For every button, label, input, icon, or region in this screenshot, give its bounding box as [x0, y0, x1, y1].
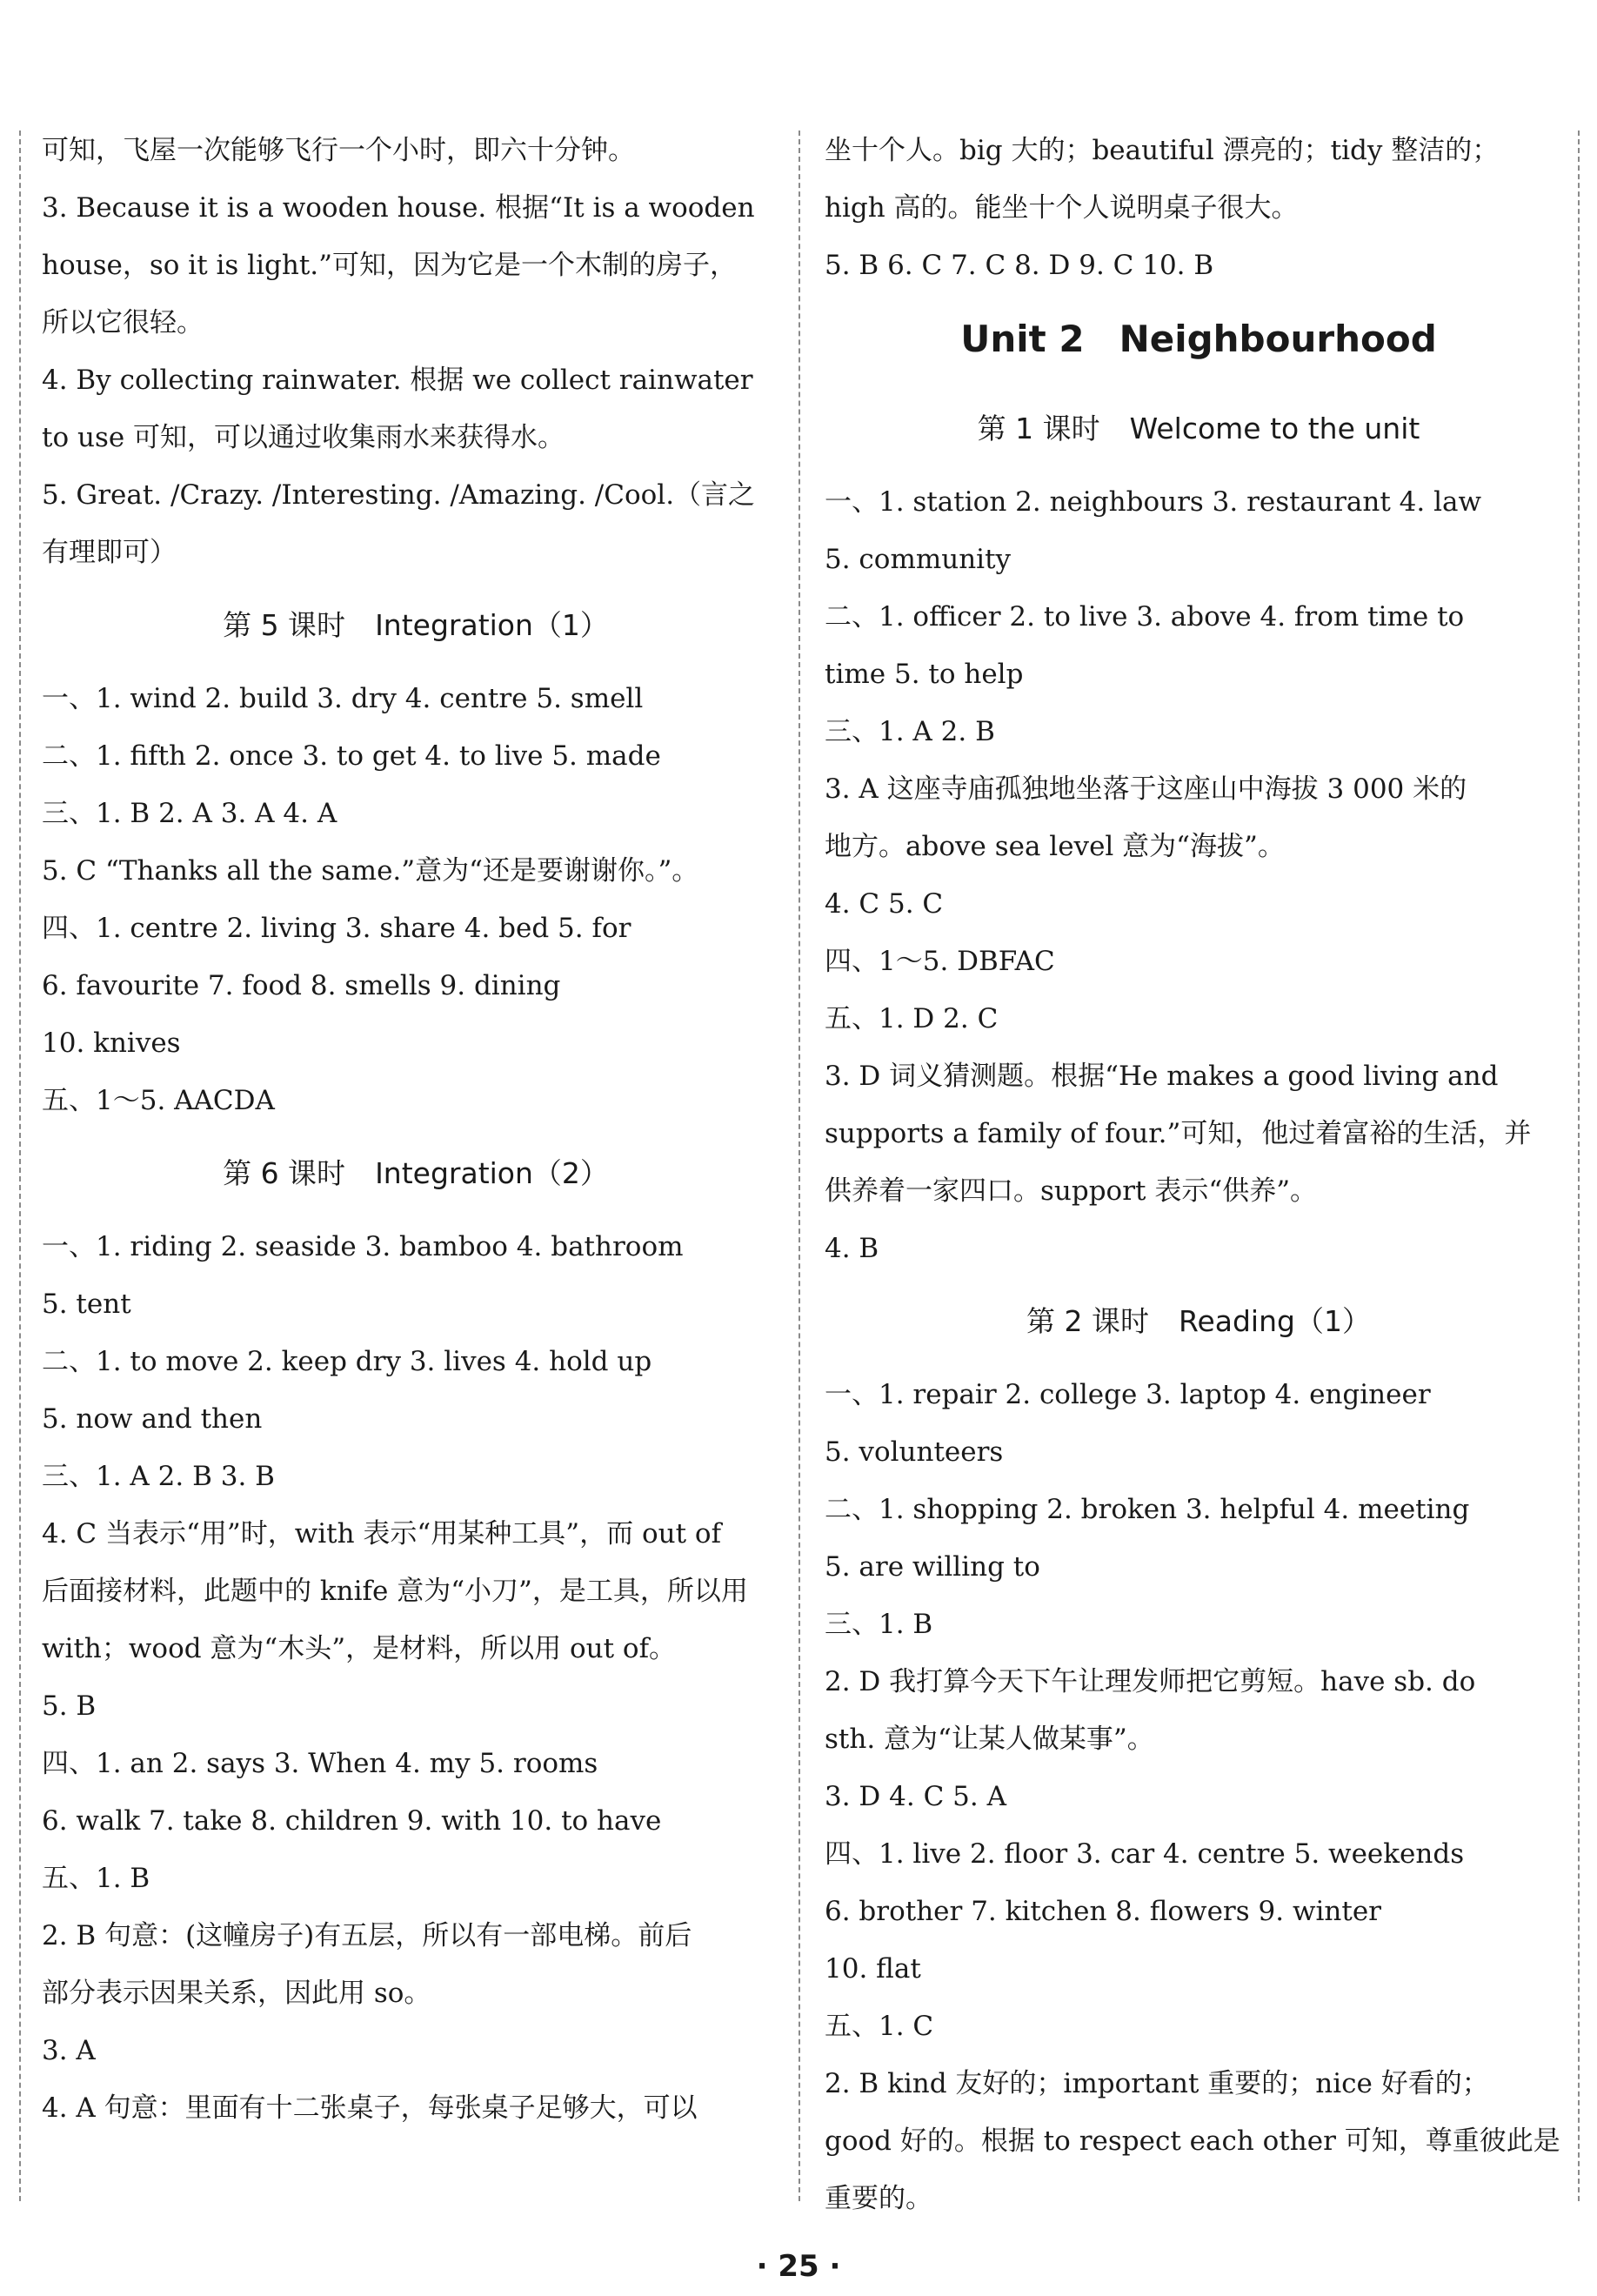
answer-line: 四、1. an 2. says 3. When 4. my 5. rooms: [42, 1748, 598, 1779]
lesson-title: Welcome to the unit: [1129, 412, 1420, 445]
answer-line: 3. Because it is a wooden house. 根据“It is a wooden: [42, 192, 755, 224]
lesson-heading: [825, 1282, 1573, 1361]
lesson-heading: [42, 1135, 790, 1213]
answer-line: 2. B kind 友好的；important 重要的；nice 好看的；: [825, 2068, 1489, 2099]
answer-line: 4. C 5. C: [825, 888, 944, 920]
answer-line: 5. volunteers: [825, 1436, 1004, 1468]
answer-line: 供养着一家四口。support 表示“供养”。: [825, 1175, 1318, 1207]
answer-line: 一、1. repair 2. college 3. laptop 4. engineer: [825, 1379, 1431, 1410]
lesson-title: Reading（1）: [1179, 1304, 1371, 1338]
answer-line: 四、1～5. DBFAC: [825, 946, 1055, 977]
answer-line: 二、1. officer 2. to live 3. above 4. from time to: [825, 601, 1465, 633]
answer-line: 6. walk 7. take 8. children 9. with 10. to have: [42, 1805, 662, 1837]
answer-line: 四、1. centre 2. living 3. share 4. bed 5. for: [42, 913, 631, 944]
answer-line: 地方。above sea level 意为“海拔”。: [825, 831, 1285, 862]
answer-line: 3. D 词义猜测题。根据“He makes a good living and: [825, 1061, 1499, 1092]
answer-line: 所以它很轻。: [42, 307, 204, 338]
answer-line: to use 可知，可以通过收集雨水来获得水。: [42, 422, 565, 453]
lesson-number: 第 1 课时: [977, 412, 1100, 445]
answer-line: 五、1～5. AACDA: [42, 1085, 275, 1116]
answer-line: 五、1. D 2. C: [825, 1003, 999, 1034]
answer-line: 5. tent: [42, 1289, 131, 1320]
answer-line: 二、1. to move 2. keep dry 3. lives 4. hold up: [42, 1346, 652, 1377]
answer-line: 4. By collecting rainwater. 根据 we collect rainwater: [42, 365, 753, 396]
answer-line: 二、1. shopping 2. broken 3. helpful 4. meeting: [825, 1494, 1470, 1525]
answer-line: 4. A 句意：里面有十二张桌子，每张桌子足够大，可以: [42, 2092, 698, 2124]
answer-line: 5. B: [42, 1690, 97, 1722]
answer-line: time 5. to help: [825, 659, 1024, 690]
answer-line: 6. brother 7. kitchen 8. flowers 9. winter: [825, 1896, 1381, 1927]
answer-line: supports a family of four.”可知，他过着富裕的生活，并: [825, 1118, 1532, 1149]
answer-line: 三、1. A 2. B 3. B: [42, 1461, 275, 1492]
left-column: [42, 122, 790, 2137]
answer-line: 3. D 4. C 5. A: [825, 1781, 1006, 1812]
column-divider: [798, 131, 800, 2201]
answer-line: 三、1. B: [825, 1609, 933, 1640]
answer-line: 一、1. riding 2. seaside 3. bamboo 4. bathroom: [42, 1231, 684, 1262]
answer-line: 10. flat: [825, 1953, 921, 1985]
answer-line: 一、1. wind 2. build 3. dry 4. centre 5. smell: [42, 683, 644, 714]
answer-line: high 高的。能坐十个人说明桌子很大。: [825, 192, 1299, 224]
answer-line: 3. A: [42, 2035, 96, 2066]
answer-line: 4. B: [825, 1233, 879, 1264]
unit-heading: [825, 294, 1573, 385]
lesson-title: Integration（2）: [375, 1156, 609, 1190]
answer-line: 五、1. C: [825, 2011, 934, 2042]
answer-line: 三、1. B 2. A 3. A 4. A: [42, 798, 337, 829]
unit-title: Neighbourhood: [1119, 318, 1437, 360]
lesson-number: 第 5 课时: [223, 608, 346, 642]
answer-line: 5. B 6. C 7. C 8. D 9. C 10. B: [825, 250, 1214, 281]
left-margin-rule: [19, 131, 21, 2201]
answer-line: 4. C 当表示“用”时，with 表示“用某种工具”，而 out of: [42, 1518, 722, 1550]
answer-line: with；wood 意为“木头”，是材料，所以用 out of。: [42, 1633, 677, 1664]
answer-line: 二、1. fifth 2. once 3. to get 4. to live 5. made: [42, 740, 661, 772]
answer-line: 5. Great. /Crazy. /Interesting. /Amazing. /Cool.（言之: [42, 479, 756, 511]
answer-line: 部分表示因果关系，因此用 so。: [42, 1978, 431, 2009]
answer-line: 10. knives: [42, 1028, 181, 1059]
answer-line: 五、1. B: [42, 1863, 150, 1894]
answer-line: 3. A 这座寺庙孤独地坐落于这座山中海拔 3 000 米的: [825, 773, 1467, 805]
lesson-number: 第 6 课时: [223, 1156, 346, 1190]
lesson-heading: [42, 586, 790, 665]
answer-line: 一、1. station 2. neighbours 3. restaurant 4. law: [825, 486, 1482, 518]
unit-number: Unit 2: [960, 318, 1085, 360]
page-number: · 25 ·: [756, 2249, 841, 2284]
answer-line: good 好的。根据 to respect each other 可知，尊重彼此是: [825, 2125, 1560, 2157]
answer-line: 有理即可）: [42, 537, 177, 568]
right-column: [825, 122, 1573, 2227]
answer-line: 四、1. live 2. floor 3. car 4. centre 5. weekends: [825, 1838, 1465, 1870]
answer-line: 5. community: [825, 544, 1012, 575]
answer-line: sth. 意为“让某人做某事”。: [825, 1724, 1154, 1755]
answer-line: 三、1. A 2. B: [825, 716, 995, 747]
right-margin-rule: [1578, 131, 1580, 2201]
answer-line: 5. C “Thanks all the same.”意为“还是要谢谢你。”。: [42, 855, 699, 887]
answer-line: 5. are willing to: [825, 1551, 1040, 1583]
answer-line: 可知，飞屋一次能够飞行一个小时，即六十分钟。: [42, 135, 635, 166]
lesson-number: 第 2 课时: [1026, 1304, 1150, 1338]
answer-line: 2. D 我打算今天下午让理发师把它剪短。have sb. do: [825, 1666, 1476, 1697]
lesson-heading: [825, 390, 1573, 468]
answer-line: 6. favourite 7. food 8. smells 9. dining: [42, 970, 561, 1001]
answer-line: 5. now and then: [42, 1403, 263, 1435]
answer-line: house，so it is light.”可知，因为它是一个木制的房子，: [42, 250, 737, 281]
answer-line: 后面接材料，此题中的 knife 意为“小刀”，是工具，所以用: [42, 1576, 748, 1607]
lesson-title: Integration（1）: [375, 608, 609, 642]
answer-line: 重要的。: [825, 2183, 932, 2214]
answer-line: 坐十个人。big 大的；beautiful 漂亮的；tidy 整洁的；: [825, 135, 1500, 166]
answer-line: 2. B 句意：(这幢房子)有五层，所以有一部电梯。前后: [42, 1920, 692, 1951]
